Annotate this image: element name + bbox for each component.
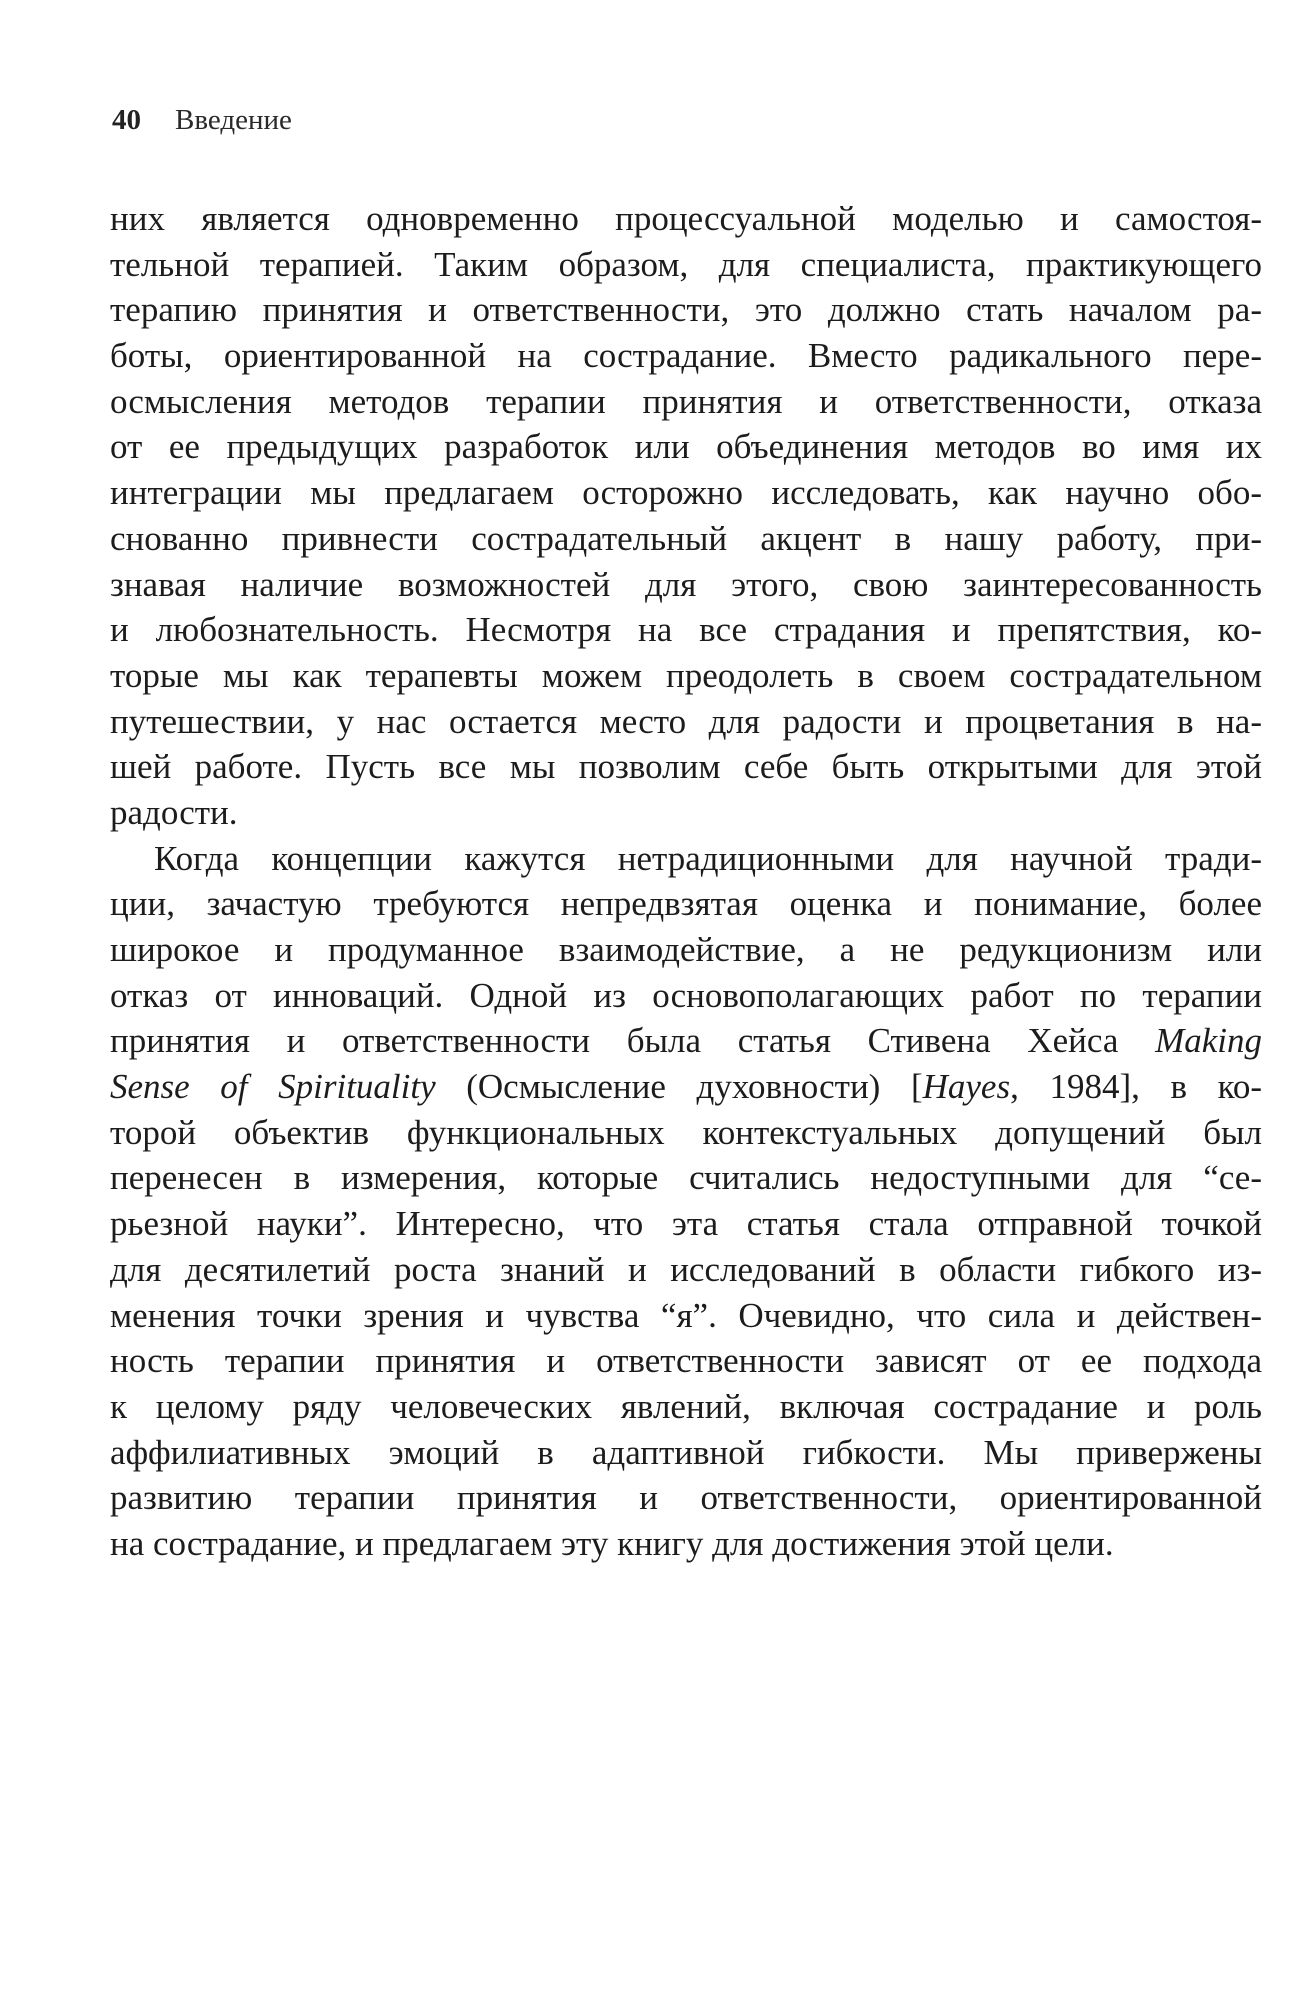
text-line [110,1018,1262,1064]
text-line: тельной терапией. Таким образом, для специалиста, практикующего [110,244,1262,284]
text-fragment: принятия и ответственности была статья Стивена Хейса [110,1021,1156,1061]
text-line: путешествии, у нас остается место для радости и процветания в на- [110,701,1262,741]
text-line: терапию принятия и ответственности, это должно стать началом ра- [110,290,1262,330]
citation-author: Hayes [922,1067,1011,1107]
text-line: отказ от инноваций. Одной из основополагающих работ по терапии [110,975,1262,1015]
text-line: снованно привнести сострадательный акцент в нашу работу, при- [110,518,1262,558]
text-line: менения точки зрения и чувства “я”. Очевидно, что сила и действен- [110,1295,1262,1335]
text-line: широкое и продуманное взаимодействие, а не редукционизм или [110,930,1262,969]
text-line: перенесен в измерения, которые считались недоступными для “се- [110,1158,1262,1198]
page-number: 40 [112,104,141,136]
paragraph-2 [110,836,1262,1567]
text-line: них является одновременно процессуальной моделью и самостоя- [110,199,1262,238]
text-line: интеграции мы предлагаем осторожно исследовать, как научно обо- [110,473,1262,513]
body-text [110,196,1262,1567]
text-line: ции, зачастую требуются непредвзятая оценка и понимание, более [110,884,1262,924]
paragraph-1 [110,196,1262,836]
text-line: знавая наличие возможностей для этого, свою заинтересованность [110,564,1262,604]
text-line: торой объектив функциональных контекстуальных допущений был [110,1112,1262,1152]
book-title-italic: Making [1155,1021,1262,1061]
running-head [112,104,292,144]
text-line: и любознательность. Несмотря на все страдания и препятствия, ко- [110,610,1262,650]
text-line: шей работе. Пусть все мы позволим себе быть открытыми для этой [110,747,1262,787]
text-fragment: , 1984], в ко- [1010,1067,1262,1107]
text-fragment: (Осмысление духовности) [ [435,1067,923,1107]
text-line: боты, ориентированной на сострадание. Вместо радикального пере- [110,336,1262,376]
text-line: осмысления методов терапии принятия и ответственности, отказа [110,381,1262,421]
section-title: Введение [175,104,292,136]
text-line: ность терапии принятия и ответственности зависят от ее подхода [110,1341,1262,1381]
text-line: рьезной науки”. Интересно, что эта статья стала отправной точкой [110,1204,1262,1244]
text-line: торые мы как терапевты можем преодолеть в своем сострадательном [110,655,1262,695]
text-line: аффилиативных эмоций в адаптивной гибкости. Мы привержены [110,1432,1262,1472]
text-line: на сострадание, и предлагаем эту книгу для достижения этой цели. [110,1523,1114,1563]
text-line: радости. [110,792,238,832]
book-title-italic: Sense of Spirituality [110,1067,436,1107]
text-line: Когда концепции кажутся нетрадиционными для научной тради- [154,838,1262,878]
text-line: развитию терапии принятия и ответственности, ориентированной [110,1478,1262,1518]
text-line: к целому ряду человеческих явлений, включая сострадание и роль [110,1386,1262,1426]
text-line: для десятилетий роста знаний и исследований в области гибкого из- [110,1249,1262,1289]
text-line [110,1064,1262,1110]
text-line: от ее предыдущих разработок или объединения методов во имя их [110,427,1262,467]
